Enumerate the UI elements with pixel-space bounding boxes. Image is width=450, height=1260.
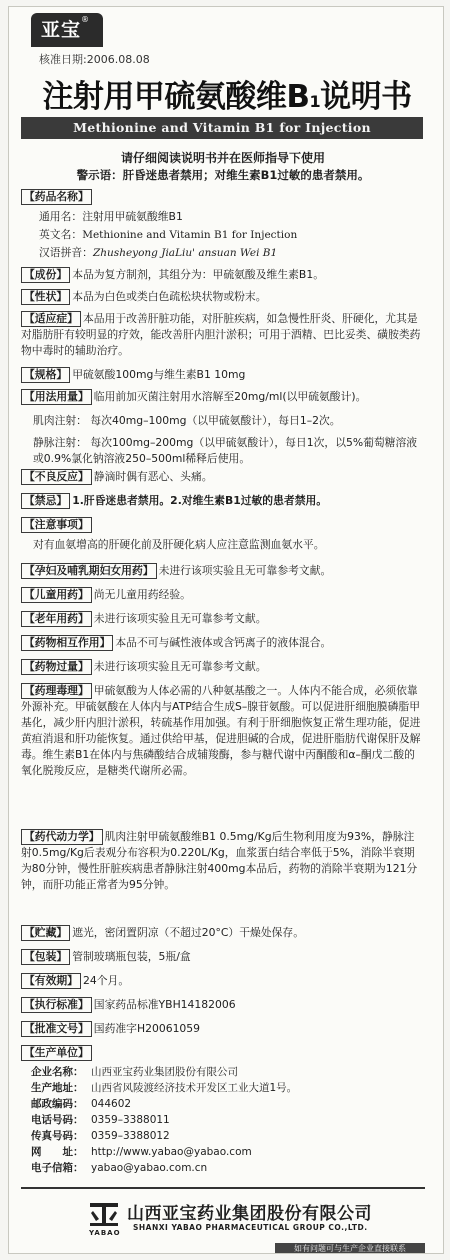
section-manufacturer: 【生产单位】 — [21, 1045, 421, 1061]
section-tag: 【药品名称】 — [21, 189, 92, 205]
brand-logo: 亚宝® — [31, 13, 103, 47]
postcode-row: 邮政编码： 044602 — [31, 1098, 132, 1110]
section-appearance: 【性状】 本品为白色或类白色疏松块状物或粉末。 — [21, 289, 421, 305]
section-pharmacology: 【药理毒理】 甲硫氨酸为人体必需的八种氨基酸之一。人体内不能合成，必须依靠外源补充。甲硫氨酸在人体内与ATP结合生成S–腺苷氨酸。可以促进肝细胞膜磷脂甲基化，减少肝内胆汁淤积，转硫基作用加强。有利于肝细胞恢复正常生理功能，促进黄疸消退和肝功能恢复。通过供给甲基，促进胆碱的合成，促进肝脂肪代谢保肝及解毒。维生素B1在体内与焦磷酸结合成辅羧酶，参与糖代谢中丙酮酸和α–酮戊二酸的氧化脱羧反应，是糖类代谢所必需。 — [21, 684, 421, 777]
section-standard: 【执行标准】 国家药品标准YBH14182006 — [21, 997, 421, 1013]
company-row: 企业名称： 山西亚宝药业集团股份有限公司 — [31, 1066, 238, 1078]
usage-notice: 请仔细阅读说明书并在医师指导下使用 — [120, 151, 325, 165]
dosage-iv: 静脉注射： 每次100mg–200mg（以甲硫氨酸计），每日1次，以5%葡萄糖溶液或0.9%氯化钠溶液250–500ml稀释后使用。 — [33, 436, 418, 465]
section-validity: 【有效期】 24个月。 — [21, 973, 421, 989]
english-title: Methionine and Vitamin B1 for Injection — [21, 117, 423, 139]
section-dosage: 【用法用量】 临用前加灭菌注射用水溶解至20mg/ml(以甲硫氨酸计)。 肌肉注射： 每次40mg–100mg（以甲硫氨酸计），每日1–2次。 静脉注射： 每次100mg–200mg（以甲硫氨酸计），每日1次，以5%葡萄糖溶液或0.9%氯化钠溶液250–500ml稀释后使用。 — [21, 389, 421, 467]
company-logo-icon — [89, 1199, 119, 1229]
section-approval: 【批准文号】 国药准字H20061059 — [21, 1021, 421, 1037]
warning-notice: 警示语：肝昏迷患者禁用；对维生素B1过敏的患者禁用。 — [76, 168, 370, 182]
logo-wordmark: YABAO — [89, 1229, 121, 1237]
section-drug-name — [21, 189, 94, 205]
fax-row: 传真号码： 0359–3388012 — [31, 1130, 170, 1142]
section-contraindications: 【禁忌】 1.肝昏迷患者禁用。2.对维生素B1过敏的患者禁用。 — [21, 493, 421, 509]
pinyin-name-row: 汉语拼音：Zhusheyong JiaLiu' ansuan Wei B1 — [39, 246, 278, 259]
page-title: 注射用甲硫氨酸维B1说明书 — [42, 79, 412, 115]
footer-company-en: SHANXI YABAO PHARMACEUTICAL GROUP CO.,LTD. — [133, 1223, 368, 1232]
section-precautions: 【注意事项】 对有血氨增高的肝硬化前及肝硬化病人应注意监测血氨水平。 — [21, 517, 421, 553]
english-name-row: 英文名：Methionine and Vitamin B1 for Injection — [39, 228, 298, 241]
contact-note: 如有问题可与生产企业直接联系 — [275, 1243, 425, 1254]
section-indications: 【适应症】 本品用于改善肝脏功能，对肝脏疾病，如急慢性肝炎、肝硬化，尤其是对脂肪肝有较明显的疗效，能改善肝内胆汁淤积；可用于酒精、巴比妥类、磺胺类药物中毒时的辅助治疗。 — [21, 312, 421, 357]
section-package: 【包装】 管制玻璃瓶包装，5瓶/盒 — [21, 949, 421, 965]
generic-name-row: 通用名：注射用甲硫氨酸维B1 — [39, 210, 183, 223]
website-row: 网 址： http://www.yabao@yabao.com — [31, 1146, 252, 1158]
section-geriatric: 【老年用药】 未进行该项实验且无可靠参考文献。 — [21, 611, 421, 627]
footer-divider — [21, 1187, 425, 1189]
address-row: 生产地址： 山西省风陵渡经济技术开发区工业大道1号。 — [31, 1082, 298, 1094]
section-composition: 【成份】 本品为复方制剂，其组分为：甲硫氨酸及维生素B1。 — [21, 267, 421, 283]
section-pharmacokinetics: 【药代动力学】 肌肉注射甲硫氨酸维B1 0.5mg/Kg后生物利用度为93%，静脉注射0.5mg/Kg后表观分布容积为0.220L/Kg，血浆蛋白结合率低于5%，消除半衰期为80分钟，慢性肝脏疾病患者静脉注射400mg本品后，药物的消除半衰期为121分钟，而肝功能正常者为95分钟。 — [21, 830, 418, 891]
section-pediatric: 【儿童用药】 尚无儿童用药经验。 — [21, 587, 421, 603]
package-insert — [8, 6, 444, 1254]
section-pregnancy: 【孕妇及哺乳期妇女用药】 未进行该项实验且无可靠参考文献。 — [21, 563, 421, 579]
section-storage: 【贮藏】 遮光，密闭置阴凉（不超过20°C）干燥处保存。 — [21, 925, 421, 941]
approval-date: 核准日期:2006.08.08 — [39, 53, 150, 66]
section-interactions: 【药物相互作用】 本品不可与碱性液体或含钙离子的液体混合。 — [21, 635, 421, 651]
section-specification: 【规格】 甲硫氨酸100mg与维生素B1 10mg — [21, 367, 421, 383]
footer-company-name: 山西亚宝药业集团股份有限公司 — [127, 1204, 372, 1224]
dosage-im: 肌肉注射： 每次40mg–100mg（以甲硫氨酸计），每日1–2次。 — [33, 414, 341, 427]
section-overdose: 【药物过量】 未进行该项实验且无可靠参考文献。 — [21, 659, 421, 675]
email-row: 电子信箱： yabao@yabao.com.cn — [31, 1162, 208, 1174]
section-adverse: 【不良反应】 静滴时偶有恶心、头痛。 — [21, 469, 421, 485]
phone-row: 电话号码： 0359–3388011 — [31, 1114, 170, 1126]
